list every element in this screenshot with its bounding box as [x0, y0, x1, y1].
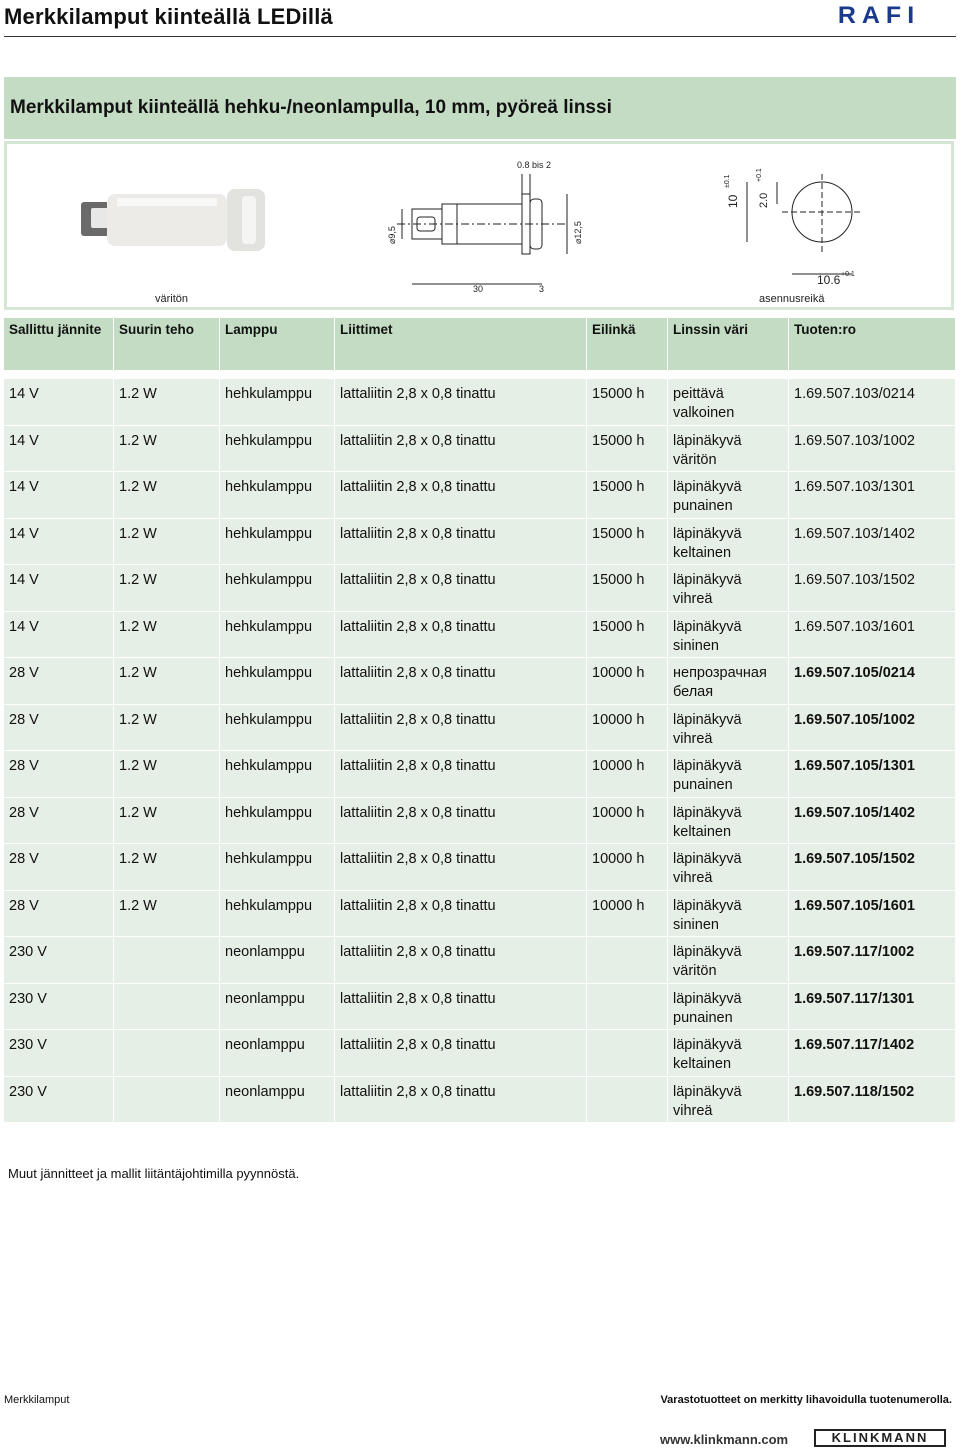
- table-row: [4, 704, 956, 751]
- cell-lens-colour: läpinäkyvä keltainen: [668, 518, 789, 565]
- cell-terminals: lattaliitin 2,8 x 0,8 tinattu: [335, 425, 587, 472]
- cell-terminals: lattaliitin 2,8 x 0,8 tinattu: [335, 564, 587, 611]
- section-header: [4, 77, 956, 139]
- footnote: Muut jännitteet ja mallit liitäntäjohtimilla pyynnöstä.: [8, 1166, 300, 1181]
- table-row: [4, 425, 956, 472]
- cell-power: 1.2 W: [114, 518, 220, 565]
- cell-lifetime: 10000 h: [587, 750, 668, 797]
- cell-lamp: hehkulamppu: [220, 518, 335, 565]
- cell-voltage: 230 V: [4, 1076, 114, 1123]
- cell-power: 1.2 W: [114, 425, 220, 472]
- cell-lens-colour: läpinäkyvä väritön: [668, 936, 789, 983]
- cell-power: [114, 936, 220, 983]
- cell-terminals: lattaliitin 2,8 x 0,8 tinattu: [335, 890, 587, 937]
- cell-terminals: lattaliitin 2,8 x 0,8 tinattu: [335, 518, 587, 565]
- cell-voltage: 230 V: [4, 1029, 114, 1076]
- cell-voltage: 14 V: [4, 611, 114, 658]
- cell-terminals: lattaliitin 2,8 x 0,8 tinattu: [335, 750, 587, 797]
- table-row: [4, 611, 956, 658]
- cell-lamp: hehkulamppu: [220, 471, 335, 518]
- cell-power: 1.2 W: [114, 704, 220, 751]
- cell-lifetime: 15000 h: [587, 611, 668, 658]
- caption-colourless: väritön: [155, 293, 189, 305]
- dim-key-tol: +0.1: [756, 168, 763, 182]
- cell-terminals: lattaliitin 2,8 x 0,8 tinattu: [335, 983, 587, 1030]
- cell-power: 1.2 W: [114, 378, 220, 425]
- table-row: [4, 750, 956, 797]
- section-title: Merkkilamput kiinteällä hehku-/neonlampulla, 10 mm, pyöreä linssi: [10, 97, 612, 118]
- cell-lifetime: [587, 983, 668, 1030]
- cell-product-number: 1.69.507.103/1601: [789, 611, 956, 658]
- cell-lamp: hehkulamppu: [220, 378, 335, 425]
- footer-stock-note: Varastotuotteet on merkitty lihavoidulla tuotenumerolla.: [660, 1394, 952, 1406]
- cell-terminals: lattaliitin 2,8 x 0,8 tinattu: [335, 611, 587, 658]
- cell-product-number: 1.69.507.105/1502: [789, 843, 956, 890]
- cell-lens-colour: peittävä valkoinen: [668, 378, 789, 425]
- cell-voltage: 28 V: [4, 890, 114, 937]
- cell-product-number: 1.69.507.105/1301: [789, 750, 956, 797]
- col-power: Suurin teho: [114, 318, 220, 370]
- cell-power: 1.2 W: [114, 611, 220, 658]
- cell-power: 1.2 W: [114, 843, 220, 890]
- cell-lamp: hehkulamppu: [220, 843, 335, 890]
- cell-power: 1.2 W: [114, 750, 220, 797]
- dim-hole-diameter: 10.6: [817, 273, 841, 287]
- cell-lens-colour: непрозрачная белая: [668, 657, 789, 704]
- table-row: [4, 936, 956, 983]
- col-terminals: Liittimet: [335, 318, 587, 370]
- product-figure: [4, 141, 954, 310]
- col-voltage: Sallittu jännite: [4, 318, 114, 370]
- cell-lens-colour: läpinäkyvä punainen: [668, 750, 789, 797]
- cell-lamp: hehkulamppu: [220, 890, 335, 937]
- cell-product-number: 1.69.507.103/1502: [789, 564, 956, 611]
- rafi-logo-text: RAFI: [837, 4, 921, 26]
- table-row: [4, 518, 956, 565]
- cell-power: [114, 1076, 220, 1123]
- table-row: [4, 890, 956, 937]
- cell-terminals: lattaliitin 2,8 x 0,8 tinattu: [335, 843, 587, 890]
- cell-terminals: lattaliitin 2,8 x 0,8 tinattu: [335, 797, 587, 844]
- cell-voltage: 28 V: [4, 704, 114, 751]
- dim-hole-flat-tol: ±0.1: [724, 174, 731, 188]
- cell-terminals: lattaliitin 2,8 x 0,8 tinattu: [335, 378, 587, 425]
- cell-lens-colour: läpinäkyvä sininen: [668, 611, 789, 658]
- table-row: [4, 1076, 956, 1123]
- cell-lens-colour: läpinäkyvä punainen: [668, 471, 789, 518]
- cell-power: 1.2 W: [114, 890, 220, 937]
- cell-power: 1.2 W: [114, 657, 220, 704]
- caption-mounting-hole: asennusreikä: [759, 293, 825, 305]
- dim-flange: 3: [539, 284, 545, 294]
- dim-diameter-lens: ⌀12,5: [573, 221, 583, 244]
- cell-lamp: neonlamppu: [220, 983, 335, 1030]
- cell-lens-colour: läpinäkyvä vihreä: [668, 843, 789, 890]
- cell-product-number: 1.69.507.105/1402: [789, 797, 956, 844]
- cell-voltage: 14 V: [4, 471, 114, 518]
- cell-lamp: hehkulamppu: [220, 611, 335, 658]
- footer-url[interactable]: www.klinkmann.com: [660, 1432, 789, 1447]
- cell-lifetime: 15000 h: [587, 378, 668, 425]
- cell-lifetime: 10000 h: [587, 843, 668, 890]
- cell-product-number: 1.69.507.103/0214: [789, 378, 956, 425]
- product-photo: [77, 184, 277, 259]
- product-table: [4, 318, 956, 1122]
- dim-hole-diameter-tol: +0.1: [841, 271, 855, 278]
- table-body: [4, 370, 956, 1122]
- col-lens-colour: Linssin väri: [668, 318, 789, 370]
- cell-voltage: 230 V: [4, 983, 114, 1030]
- cell-lens-colour: läpinäkyvä punainen: [668, 983, 789, 1030]
- header-divider: [4, 36, 956, 37]
- cell-voltage: 14 V: [4, 518, 114, 565]
- cell-lifetime: 10000 h: [587, 657, 668, 704]
- page-title: Merkkilamput kiinteällä LEDillä: [4, 4, 333, 29]
- cell-product-number: 1.69.507.105/1002: [789, 704, 956, 751]
- cell-lens-colour: läpinäkyvä keltainen: [668, 1029, 789, 1076]
- cell-lamp: hehkulamppu: [220, 797, 335, 844]
- cell-lamp: neonlamppu: [220, 1029, 335, 1076]
- cell-lens-colour: läpinäkyvä vihreä: [668, 1076, 789, 1123]
- table-row: [4, 797, 956, 844]
- table-row: [4, 983, 956, 1030]
- cell-lamp: hehkulamppu: [220, 704, 335, 751]
- cell-terminals: lattaliitin 2,8 x 0,8 tinattu: [335, 471, 587, 518]
- cell-lens-colour: läpinäkyvä vihreä: [668, 704, 789, 751]
- cell-lifetime: 10000 h: [587, 797, 668, 844]
- cell-lamp: hehkulamppu: [220, 750, 335, 797]
- cell-lamp: hehkulamppu: [220, 564, 335, 611]
- cell-product-number: 1.69.507.105/0214: [789, 657, 956, 704]
- cell-power: 1.2 W: [114, 564, 220, 611]
- cell-lens-colour: läpinäkyvä keltainen: [668, 797, 789, 844]
- cell-voltage: 28 V: [4, 843, 114, 890]
- col-lifetime: Eilinkä: [587, 318, 668, 370]
- cell-voltage: 28 V: [4, 657, 114, 704]
- cell-lens-colour: läpinäkyvä väritön: [668, 425, 789, 472]
- cell-product-number: 1.69.507.117/1301: [789, 983, 956, 1030]
- cell-product-number: 1.69.507.105/1601: [789, 890, 956, 937]
- col-product-number: Tuoten:ro: [789, 318, 956, 370]
- cell-voltage: 14 V: [4, 564, 114, 611]
- cell-voltage: 14 V: [4, 378, 114, 425]
- cell-voltage: 28 V: [4, 797, 114, 844]
- dimension-drawing: [367, 154, 597, 304]
- rafi-logo: [808, 4, 950, 26]
- cell-terminals: lattaliitin 2,8 x 0,8 tinattu: [335, 1076, 587, 1123]
- table-row: [4, 843, 956, 890]
- cell-lifetime: 15000 h: [587, 425, 668, 472]
- cell-voltage: 230 V: [4, 936, 114, 983]
- cell-lens-colour: läpinäkyvä sininen: [668, 890, 789, 937]
- cell-lens-colour: läpinäkyvä vihreä: [668, 564, 789, 611]
- klinkmann-logo: KLINKMANN: [814, 1429, 946, 1447]
- cell-lifetime: 10000 h: [587, 890, 668, 937]
- table-row: [4, 564, 956, 611]
- cell-product-number: 1.69.507.103/1301: [789, 471, 956, 518]
- cell-lifetime: [587, 1076, 668, 1123]
- cell-power: [114, 983, 220, 1030]
- dim-mounting: 0.8 bis 2: [517, 160, 552, 170]
- dim-key: 2.0: [758, 192, 770, 208]
- cell-lamp: hehkulamppu: [220, 657, 335, 704]
- cell-power: 1.2 W: [114, 471, 220, 518]
- cell-product-number: 1.69.507.103/1402: [789, 518, 956, 565]
- cell-terminals: lattaliitin 2,8 x 0,8 tinattu: [335, 1029, 587, 1076]
- cell-lifetime: 15000 h: [587, 564, 668, 611]
- cell-lifetime: [587, 936, 668, 983]
- cell-terminals: lattaliitin 2,8 x 0,8 tinattu: [335, 936, 587, 983]
- cell-lamp: hehkulamppu: [220, 425, 335, 472]
- table-row: [4, 657, 956, 704]
- cell-lamp: neonlamppu: [220, 1076, 335, 1123]
- table-row: [4, 378, 956, 425]
- dim-diameter-body: ⌀9,5: [387, 226, 397, 244]
- col-lamp: Lamppu: [220, 318, 335, 370]
- cell-lifetime: 10000 h: [587, 704, 668, 751]
- cell-lifetime: [587, 1029, 668, 1076]
- cell-voltage: 28 V: [4, 750, 114, 797]
- cell-terminals: lattaliitin 2,8 x 0,8 tinattu: [335, 704, 587, 751]
- dim-length: 30: [473, 284, 484, 294]
- cell-product-number: 1.69.507.117/1402: [789, 1029, 956, 1076]
- footer-category: Merkkilamput: [4, 1394, 70, 1406]
- table-header-row: [4, 318, 956, 370]
- table-row: [4, 471, 956, 518]
- mounting-hole-drawing: [707, 164, 887, 294]
- cell-lamp: neonlamppu: [220, 936, 335, 983]
- cell-product-number: 1.69.507.117/1002: [789, 936, 956, 983]
- cell-power: [114, 1029, 220, 1076]
- cell-lifetime: 15000 h: [587, 471, 668, 518]
- cell-terminals: lattaliitin 2,8 x 0,8 tinattu: [335, 657, 587, 704]
- table-row: [4, 1029, 956, 1076]
- cell-product-number: 1.69.507.103/1002: [789, 425, 956, 472]
- cell-voltage: 14 V: [4, 425, 114, 472]
- cell-power: 1.2 W: [114, 797, 220, 844]
- cell-product-number: 1.69.507.118/1502: [789, 1076, 956, 1123]
- cell-lifetime: 15000 h: [587, 518, 668, 565]
- dim-hole-flat: 10: [726, 194, 740, 208]
